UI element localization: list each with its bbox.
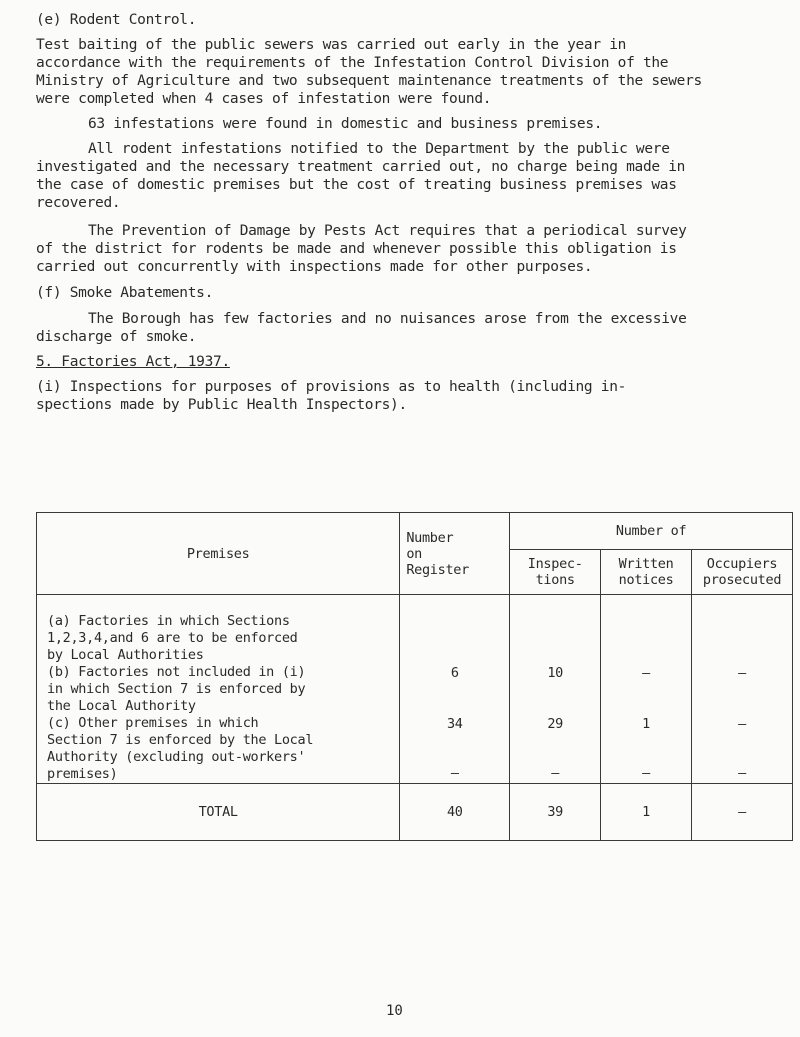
total-prosecuted: – [692, 784, 793, 841]
para-e3-line-2: investigated and the necessary treatment carried out, no charge being made in [36, 159, 686, 175]
header-written-notices: Written notices [601, 550, 692, 595]
register-c: – [450, 765, 459, 781]
register-column [400, 595, 510, 784]
para-e3-line-3: the case of domestic premises but the cost of treating business premises was [36, 177, 677, 193]
total-register: 40 [400, 784, 510, 841]
total-row [37, 784, 793, 841]
header-number-of: Number of [510, 513, 793, 550]
para-5-line-2: spections made by Public Health Inspectors). [36, 397, 407, 413]
notices-column [601, 595, 692, 784]
heading-factories-act: 5. Factories Act, 1937. [36, 354, 230, 370]
prosecuted-a: – [738, 665, 746, 681]
para-e3-line-4: recovered. [36, 195, 121, 211]
notices-a: – [642, 665, 650, 681]
para-e1-line-1: Test baiting of the public sewers was carried out early in the year in [36, 37, 627, 53]
header-inspections: Inspec- tions [510, 550, 601, 595]
para-e2: 63 infestations were found in domestic and business premises. [88, 116, 603, 132]
total-inspections: 39 [510, 784, 601, 841]
notices-b: 1 [642, 716, 650, 732]
notices-c: – [642, 765, 650, 781]
total-label: TOTAL [37, 784, 400, 841]
inspections-table [36, 512, 793, 841]
total-notices: 1 [601, 784, 692, 841]
page-number: 10 [386, 1003, 403, 1019]
header-number-on-register: Number on Register [400, 513, 510, 595]
para-e3-line-1: All rodent infestations notified to the Department by the public were [88, 141, 670, 157]
register-a: 6 [450, 665, 459, 681]
para-f-line-1: The Borough has few factories and no nuisances arose from the excessive [88, 311, 687, 327]
para-e4-line-1: The Prevention of Damage by Pests Act requires that a periodical survey [88, 223, 687, 239]
header-premises: Premises [37, 513, 400, 595]
heading-smoke-abatements: (f) Smoke Abatements. [36, 285, 214, 301]
prosecuted-b: – [738, 716, 746, 732]
heading-rodent-control: (e) Rodent Control. [36, 12, 197, 28]
header-occupiers-prosecuted: Occupiers prosecuted [692, 550, 793, 595]
inspections-b: 29 [547, 716, 563, 732]
para-e1-line-4: were completed when 4 cases of infestation were found. [36, 91, 492, 107]
register-b: 34 [446, 716, 463, 732]
para-e4-line-3: carried out concurrently with inspections made for other purposes. [36, 259, 593, 275]
para-f-line-2: discharge of smoke. [36, 329, 197, 345]
inspections-column [510, 595, 601, 784]
para-5-line-1: (i) Inspections for purposes of provisions as to health (including in- [36, 379, 627, 395]
prosecuted-c: – [738, 765, 746, 781]
table-row [37, 595, 793, 784]
para-e1-line-3: Ministry of Agriculture and two subsequent maintenance treatments of the sewers [36, 73, 702, 89]
prosecuted-column [692, 595, 793, 784]
premises-description: (a) Factories in which Sections 1,2,3,4,and 6 are to be enforced by Local Authorities (b) Factories not included in (i) in which Section 7 is enforced by the Local Authority (c) Other premises in which Section 7 is enforced by the Local Authority (excluding out-workers' premises) [37, 595, 400, 784]
para-e1-line-2: accordance with the requirements of the Infestation Control Division of the [36, 55, 669, 71]
inspections-c: – [551, 765, 560, 781]
para-e4-line-2: of the district for rodents be made and whenever possible this obligation is [36, 241, 677, 257]
inspections-a: 10 [547, 665, 563, 681]
